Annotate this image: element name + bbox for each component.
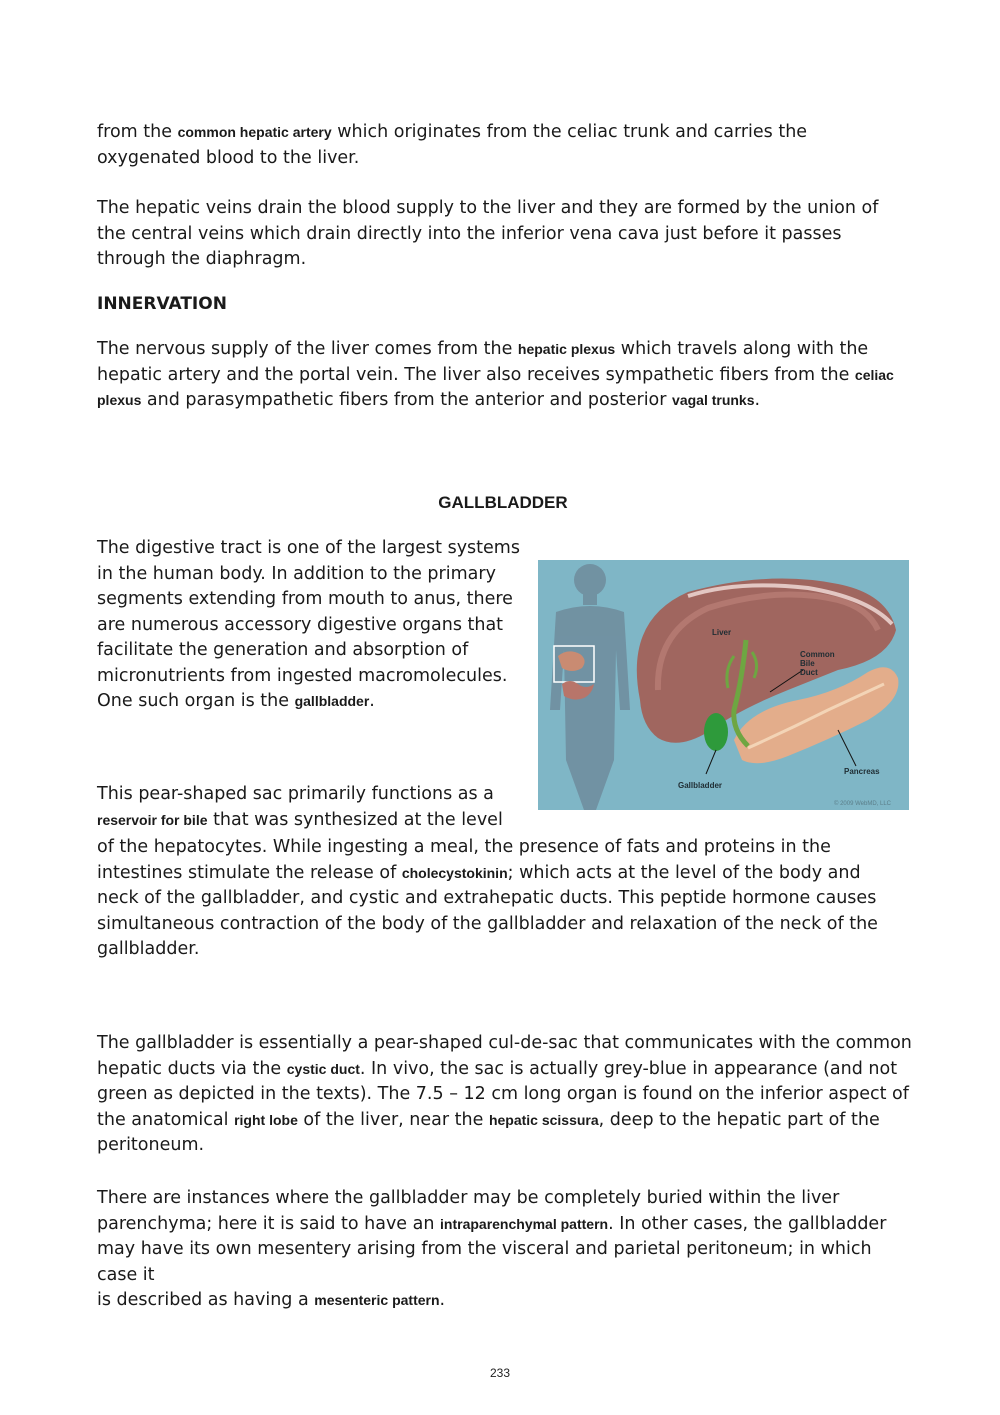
text: which travels along with the <box>615 339 869 359</box>
text: , deep to the hepatic part of the <box>598 1109 880 1130</box>
text: . <box>439 1290 446 1310</box>
term-hepatic-scissura: hepatic scissura <box>488 1111 599 1128</box>
text: hepatic artery and the portal vein. The liver also receives sympathetic fibers from the <box>97 364 855 385</box>
gallbladder-organ <box>704 713 728 751</box>
label-duct: Duct <box>800 668 818 677</box>
label-common: Common <box>800 650 835 659</box>
term-reservoir-for-bile: reservoir for bile <box>97 811 208 828</box>
term-vagal-trunks: vagal trunks <box>672 392 755 408</box>
innervation-heading: INNERVATION <box>97 294 227 314</box>
text: neck of the gallbladder, and cystic and extrahepatic ducts. This peptide hormone causes <box>97 888 877 908</box>
text: peritoneum. <box>97 1135 205 1155</box>
text: which originates from the celiac trunk and carries the <box>331 122 808 142</box>
text: One such organ is the <box>97 691 295 711</box>
text: from the <box>97 122 178 142</box>
label-pancreas: Pancreas <box>844 767 880 776</box>
paragraph-pear-shaped-rest <box>97 835 907 963</box>
text: simultaneous contraction of the body of the gallbladder and relaxation of the neck of the <box>97 913 878 934</box>
term-plexus: plexus <box>97 392 142 408</box>
text: green as depicted in the texts). The 7.5 – 12 cm long organ is found on the inferior aspect of <box>97 1084 909 1104</box>
text: There are instances where the gallbladder may be completely buried within the liver <box>97 1188 840 1208</box>
label-gallbladder: Gallbladder <box>678 781 723 790</box>
text: segments extending from mouth to anus, there <box>97 589 513 609</box>
text: of the hepatocytes. While ingesting a meal, the presence of fats and proteins in the <box>97 837 831 857</box>
text: are numerous accessory digestive organs that <box>97 614 504 635</box>
term-mesenteric-pattern: mesenteric pattern <box>314 1292 440 1308</box>
text: and parasympathetic fibers from the anterior and posterior <box>141 390 673 410</box>
text: is described as having a <box>97 1290 315 1310</box>
term-intraparenchymal-pattern: intraparenchymal pattern <box>440 1215 609 1232</box>
paragraph-innervation <box>97 337 907 414</box>
paragraph-patterns <box>97 1186 917 1314</box>
page-number: 233 <box>489 1366 511 1380</box>
text: This pear-shaped sac primarily functions as a <box>97 784 494 804</box>
paragraph-digestive-tract <box>97 536 527 715</box>
text: may have its own mesentery arising from the visceral and parietal peritoneum; in which case it <box>97 1239 872 1285</box>
text: of the liver, near the <box>297 1109 489 1130</box>
text: gallbladder. <box>97 939 200 959</box>
term-hepatic-plexus: hepatic plexus <box>517 341 616 357</box>
text: the anatomical <box>97 1109 235 1130</box>
label-bile: Bile <box>800 659 815 668</box>
term-cystic-duct: cystic duct <box>286 1060 360 1077</box>
paragraph-hepatic-artery <box>97 120 907 171</box>
text: . <box>754 390 761 410</box>
text: . In other cases, the gallbladder <box>608 1213 887 1234</box>
text: that was synthesized at the level <box>207 809 503 830</box>
term-cholecystokinin: cholecystokinin <box>401 864 508 881</box>
gallbladder-illustration <box>538 560 909 810</box>
term-right-lobe: right lobe <box>234 1111 298 1128</box>
term-gallbladder: gallbladder <box>294 693 370 709</box>
text: The gallbladder is essentially a pear-shaped cul-de-sac that communicates with the common <box>97 1033 912 1053</box>
paragraph-hepatic-veins: The hepatic veins drain the blood supply to the liver and they are formed by the union of the central veins which drain directly into the inferior vena cava just before it passes through the diaphragm. <box>97 198 879 269</box>
text: in the human body. In addition to the primary <box>97 563 496 584</box>
text: The nervous supply of the liver comes from the <box>97 339 518 359</box>
text: oxygenated blood to the liver. <box>97 147 360 168</box>
label-liver: Liver <box>712 628 732 637</box>
text: The digestive tract is one of the largest systems <box>97 538 520 558</box>
gallbladder-anatomy-figure <box>538 560 909 810</box>
text: . In vivo, the sac is actually grey-blue in appearance (and not <box>359 1058 898 1079</box>
text: parenchyma; here it is said to have an <box>97 1213 441 1234</box>
term-celiac: celiac <box>854 366 894 383</box>
text: hepatic ducts via the <box>97 1058 287 1079</box>
gallbladder-heading: GALLBLADDER <box>438 493 568 512</box>
text: micronutrients from ingested macromolecules. <box>97 665 508 686</box>
text: . <box>369 691 375 711</box>
paragraph-pear-shaped-top <box>97 782 527 833</box>
term-common-hepatic-artery: common hepatic artery <box>177 124 332 140</box>
text: facilitate the generation and absorption of <box>97 640 469 660</box>
paragraph-cul-de-sac <box>97 1031 917 1159</box>
text: ; which acts at the level of the body and <box>507 862 861 883</box>
figure-copyright: © 2009 WebMD, LLC <box>834 801 892 807</box>
text: intestines stimulate the release of <box>97 862 402 883</box>
